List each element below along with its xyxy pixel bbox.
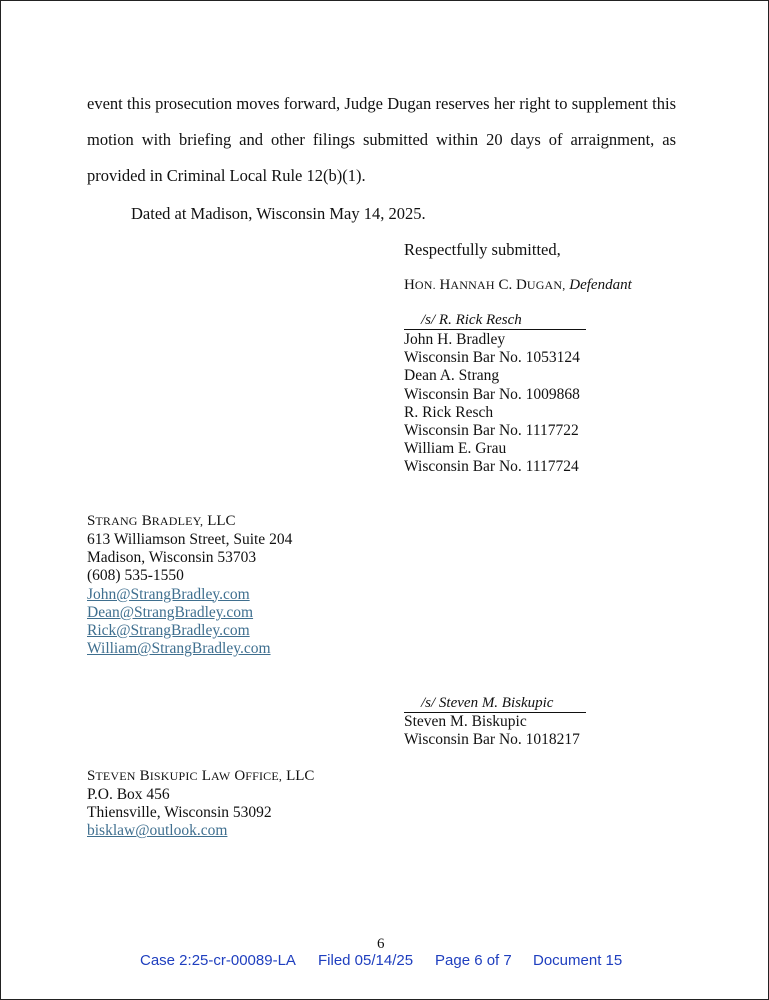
counsel-name: Dean A. Strang [404,367,500,385]
firm1-name: STRANG BRADLEY, LLC [87,513,236,529]
counsel-bar-number: Wisconsin Bar No. 1117722 [404,421,579,439]
defendant-name: HON. HANNAH C. DUGAN, Defendant [404,277,632,293]
firm2-address-line2: Thiensville, Wisconsin 53092 [87,804,272,822]
page-number: 6 [377,936,385,952]
body-line-1: event this prosecution moves forward, Judge Dugan reserves her right to supplement this [87,94,676,113]
signature-line-resch: /s/ R. Rick Resch [404,312,586,330]
counsel-name: William E. Grau [404,440,507,458]
counsel2-list [404,713,580,749]
counsel-name: John H. Bradley [404,331,506,348]
counsel2-name: Steven M. Biskupic [404,713,527,730]
counsel-bar-number: Wisconsin Bar No. 1009868 [404,385,580,403]
footer-case-number: Case 2:25-cr-00089-LA [140,952,296,969]
counsel-bar-number: Wisconsin Bar No. 1117724 [404,458,579,472]
firm1-address-line2: Madison, Wisconsin 53703 [87,549,257,567]
footer-page-count: Page 6 of 7 [435,952,512,969]
defendant-role: Defendant [569,277,632,293]
footer-document-number: Document 15 [533,952,623,969]
firm1-address-line1: 613 Williamson Street, Suite 204 [87,531,293,548]
firm2-contact [87,786,272,841]
signature-line-biskupic: /s/ Steven M. Biskupic [404,695,586,713]
firm1-phone: (608) 535-1550 [87,567,184,585]
counsel-list [404,331,580,472]
firm1-contact [87,531,292,658]
email-link-dean[interactable]: Dean@StrangBradley.com [87,603,254,621]
counsel-name: R. Rick Resch [404,403,494,421]
email-link-william[interactable]: William@StrangBradley.com [87,640,271,658]
dated-line: Dated at Madison, Wisconsin May 14, 2025. [131,204,426,223]
respectfully-submitted: Respectfully submitted, [404,240,561,259]
counsel2-bar-number: Wisconsin Bar No. 1018217 [404,731,580,749]
footer-filed-date: Filed 05/14/25 [318,952,414,969]
firm2-address-line1: P.O. Box 456 [87,786,170,803]
email-link-john[interactable]: John@StrangBradley.com [87,585,250,603]
email-link-bisklaw[interactable]: bisklaw@outlook.com [87,822,228,840]
counsel-bar-number: Wisconsin Bar No. 1053124 [404,349,580,367]
body-line-3: provided in Criminal Local Rule 12(b)(1). [87,166,366,185]
email-link-rick[interactable]: Rick@StrangBradley.com [87,621,250,639]
body-line-2: motion with briefing and other filings submitted within 20 days of arraignment, as [87,130,676,149]
firm2-name: STEVEN BISKUPIC LAW OFFICE, LLC [87,768,315,784]
